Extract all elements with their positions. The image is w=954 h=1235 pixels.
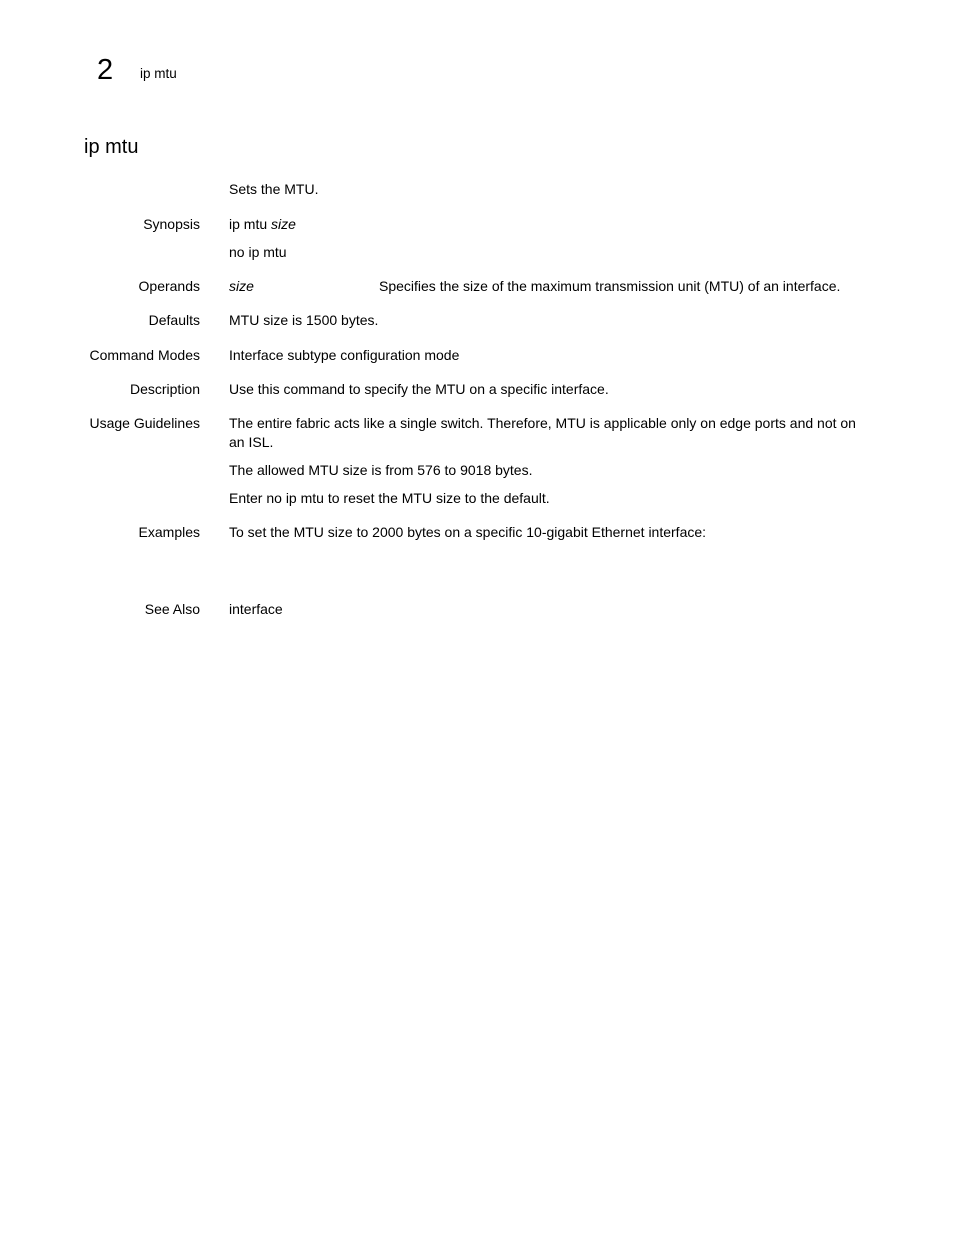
- command-modes-label: Command Modes: [89, 347, 200, 363]
- usage-guidelines-label: Usage Guidelines: [89, 415, 200, 431]
- chapter-number: 2: [97, 54, 114, 86]
- command-modes-text: Interface subtype configuration mode: [229, 347, 460, 363]
- usage-para-1: The entire fabric acts like a single switch. Therefore, MTU is applicable only on edge ports and not on an ISL.: [229, 415, 856, 450]
- see-also-content: [229, 600, 874, 619]
- operand-size: size: [229, 278, 254, 294]
- synopsis-line-2: [229, 243, 874, 262]
- synopsis-label: Synopsis: [143, 216, 200, 232]
- operand-description: Specifies the size of the maximum transmission unit (MTU) of an interface.: [379, 278, 841, 294]
- running-header-title: ip mtu: [140, 66, 177, 81]
- usage-para-3-suffix: to reset the MTU size to the default.: [323, 490, 550, 506]
- see-also-link-interface[interactable]: interface: [229, 601, 283, 617]
- synopsis-content: [229, 215, 874, 262]
- synopsis-negate-command: no ip mtu: [229, 244, 287, 260]
- operands-label: Operands: [138, 278, 200, 294]
- description-text: Use this command to specify the MTU on a specific interface.: [229, 381, 609, 397]
- defaults-text: MTU size is 1500 bytes.: [229, 312, 379, 328]
- see-also-label: See Also: [144, 601, 200, 617]
- usage-para-2: The allowed MTU size is from 576 to 9018 bytes.: [229, 462, 533, 478]
- intro-text: Sets the MTU.: [229, 181, 319, 197]
- usage-guidelines-content: [229, 414, 874, 508]
- synopsis-command: ip mtu: [229, 216, 268, 232]
- usage-para-3: [229, 489, 874, 508]
- usage-para-3-command: no ip mtu: [266, 490, 324, 506]
- page-title: ip mtu: [84, 136, 139, 158]
- defaults-label: Defaults: [148, 312, 200, 328]
- description-label: Description: [129, 381, 200, 397]
- synopsis-line-1: [229, 215, 874, 234]
- examples-label: Examples: [138, 524, 200, 540]
- usage-para-3-prefix: Enter: [229, 490, 267, 506]
- synopsis-argument: size: [271, 216, 296, 232]
- examples-text: To set the MTU size to 2000 bytes on a specific 10-gigabit Ethernet interface:: [229, 524, 707, 540]
